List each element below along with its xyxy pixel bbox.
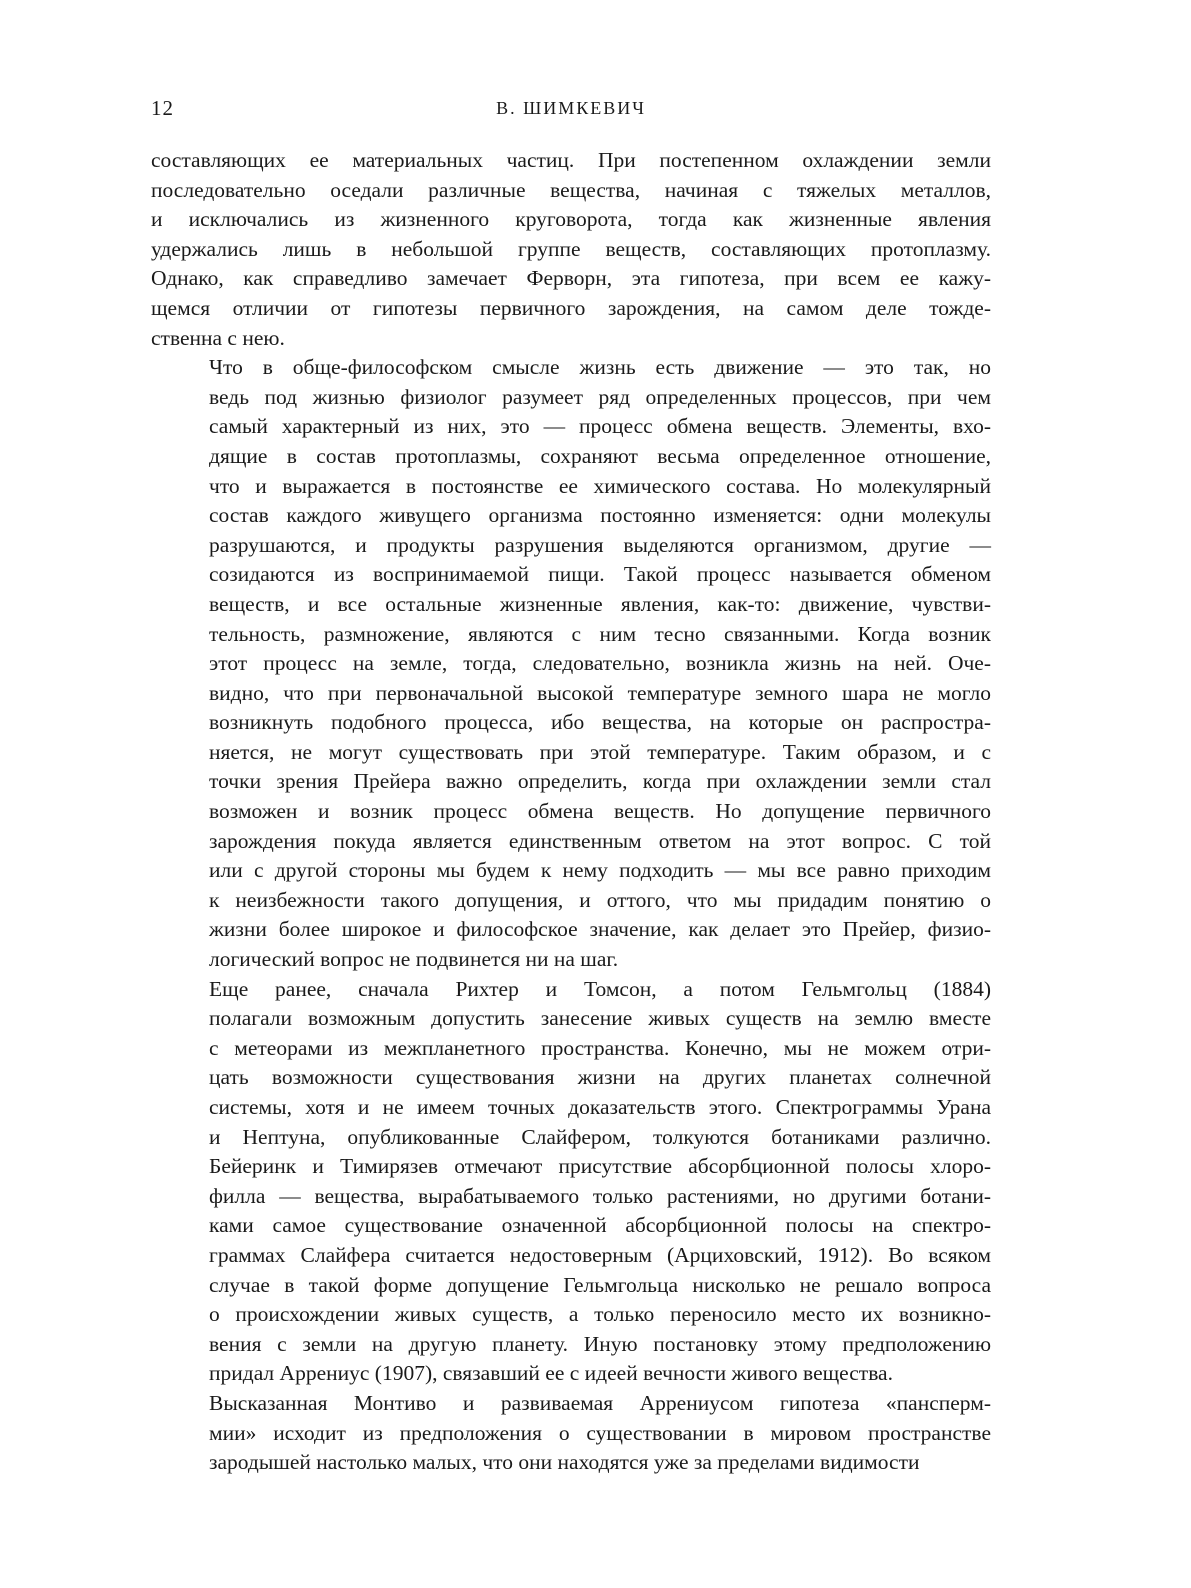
text-line: возможен и возник процесс обмена веществ. Но допущение первичного <box>209 799 991 824</box>
text-line: и исключались из жизненного круговорота, тогда как жизненные явления <box>151 207 991 232</box>
text-line: придал Аррениус (1907), связавший ее с идеей вечности живого вещества. <box>209 1361 893 1386</box>
text-line: Что в обще-философском смысле жизнь есть движение — это так, но <box>209 355 991 380</box>
text-line: последовательно оседали различные вещества, начиная с тяжелых металлов, <box>151 177 991 202</box>
text-line: о происхождении живых существ, а только переносило место их возникно- <box>209 1302 991 1327</box>
text-line: возникнуть подобного процесса, ибо вещества, на которые он распростра- <box>209 710 991 735</box>
text-line: жизни более широкое и философское значение, как делает это Прейер, физио- <box>209 917 991 942</box>
text-line: ведь под жизнью физиолог разумеет ряд определенных процессов, при чем <box>209 384 991 409</box>
text-line: полагали возможным допустить занесение живых существ на землю вместе <box>209 1006 991 1031</box>
text-line: филла — вещества, вырабатываемого только растениями, но другими ботани- <box>209 1183 991 1208</box>
text-line: граммах Слайфера считается недостоверным (Арциховский, 1912). Во всяком <box>209 1242 991 1267</box>
text-line: разрушаются, и продукты разрушения выделяются организмом, другие — <box>209 532 991 557</box>
text-line: Однако, как справедливо замечает Ферворн, эта гипотеза, при всем ее кажу- <box>151 266 991 291</box>
page-number: 12 <box>151 96 174 120</box>
text-line: веществ, и все остальные жизненные явления, как-то: движение, чувстви- <box>209 591 991 616</box>
body-text <box>151 146 991 1478</box>
text-line: вения с земли на другую планету. Иную постановку этому предположению <box>209 1331 991 1356</box>
text-line: удержались лишь в небольшой группе веществ, составляющих протоплазму. <box>151 236 991 261</box>
text-line: мии» исходит из предположения о существовании в мировом пространстве <box>209 1420 991 1445</box>
text-line: няется, не могут существовать при этой температуре. Таким образом, и с <box>209 739 991 764</box>
text-line: Еще ранее, сначала Рихтер и Томсон, а потом Гельмгольц (1884) <box>209 976 991 1001</box>
text-line: ками самое существование означенной абсорбционной полосы на спектро- <box>209 1213 991 1238</box>
paragraph <box>151 146 991 353</box>
text-line: цать возможности существования жизни на других планетах солнечной <box>209 1065 991 1090</box>
text-line: с метеорами из межпланетного пространства. Конечно, мы не можем отри- <box>209 1035 991 1060</box>
text-line: самый характерный из них, это — процесс обмена веществ. Элементы, вхо- <box>209 414 991 439</box>
text-line: Высказанная Монтиво и развиваемая Аррениусом гипотеза «пансперм- <box>209 1390 991 1415</box>
paragraph <box>151 975 991 1389</box>
text-line: тельность, размножение, являются с ним тесно связанными. Когда возник <box>209 621 991 646</box>
text-line: или с другой стороны мы будем к нему подходить — мы все равно приходим <box>209 858 991 883</box>
running-title-author: В. ШИМКЕВИЧ <box>496 98 646 118</box>
text-line: этот процесс на земле, тогда, следовательно, возникла жизнь на ней. Оче- <box>209 651 991 676</box>
paragraph <box>151 1389 991 1478</box>
text-line: точки зрения Прейера важно определить, когда при охлаждении земли стал <box>209 769 991 794</box>
text-line: дящие в состав протоплазмы, сохраняют весьма определенное отношение, <box>209 443 991 468</box>
text-line: и Нептуна, опубликованные Слайфером, толкуются ботаниками различно. <box>209 1124 991 1149</box>
text-line: состав каждого живущего организма постоянно изменяется: одни молекулы <box>209 503 991 528</box>
text-line: Бейеринк и Тимирязев отмечают присутствие абсорбционной полосы хлоро- <box>209 1154 991 1179</box>
text-line: щемся отличии от гипотезы первичного зарождения, на самом деле тожде- <box>151 295 991 320</box>
text-line: видно, что при первоначальной высокой температуре земного шара не могло <box>209 680 991 705</box>
text-line: составляющих ее материальных частиц. При постепенном охлаждении земли <box>151 148 991 172</box>
paragraph <box>151 353 991 974</box>
text-line: к неизбежности такого допущения, и оттого, что мы придадим понятию о <box>209 887 991 912</box>
text-line: случае в такой форме допущение Гельмгольца нисколько не решало вопроса <box>209 1272 991 1297</box>
text-line: ственна с нею. <box>151 325 285 350</box>
text-line: что и выражается в постоянстве ее химического состава. Но молекулярный <box>209 473 991 498</box>
running-head <box>151 88 991 128</box>
text-line: созидаются из воспринимаемой пищи. Такой процесс называется обменом <box>209 562 991 587</box>
text-line: зародышей настолько малых, что они находятся уже за пределами видимости <box>209 1450 920 1475</box>
text-line: логический вопрос не подвинется ни на шаг. <box>209 947 619 972</box>
text-line: зарождения покуда является единственным ответом на этот вопрос. С той <box>209 828 991 853</box>
text-line: системы, хотя и не имеем точных доказательств этого. Спектрограммы Урана <box>209 1095 991 1119</box>
book-page <box>151 88 991 1478</box>
